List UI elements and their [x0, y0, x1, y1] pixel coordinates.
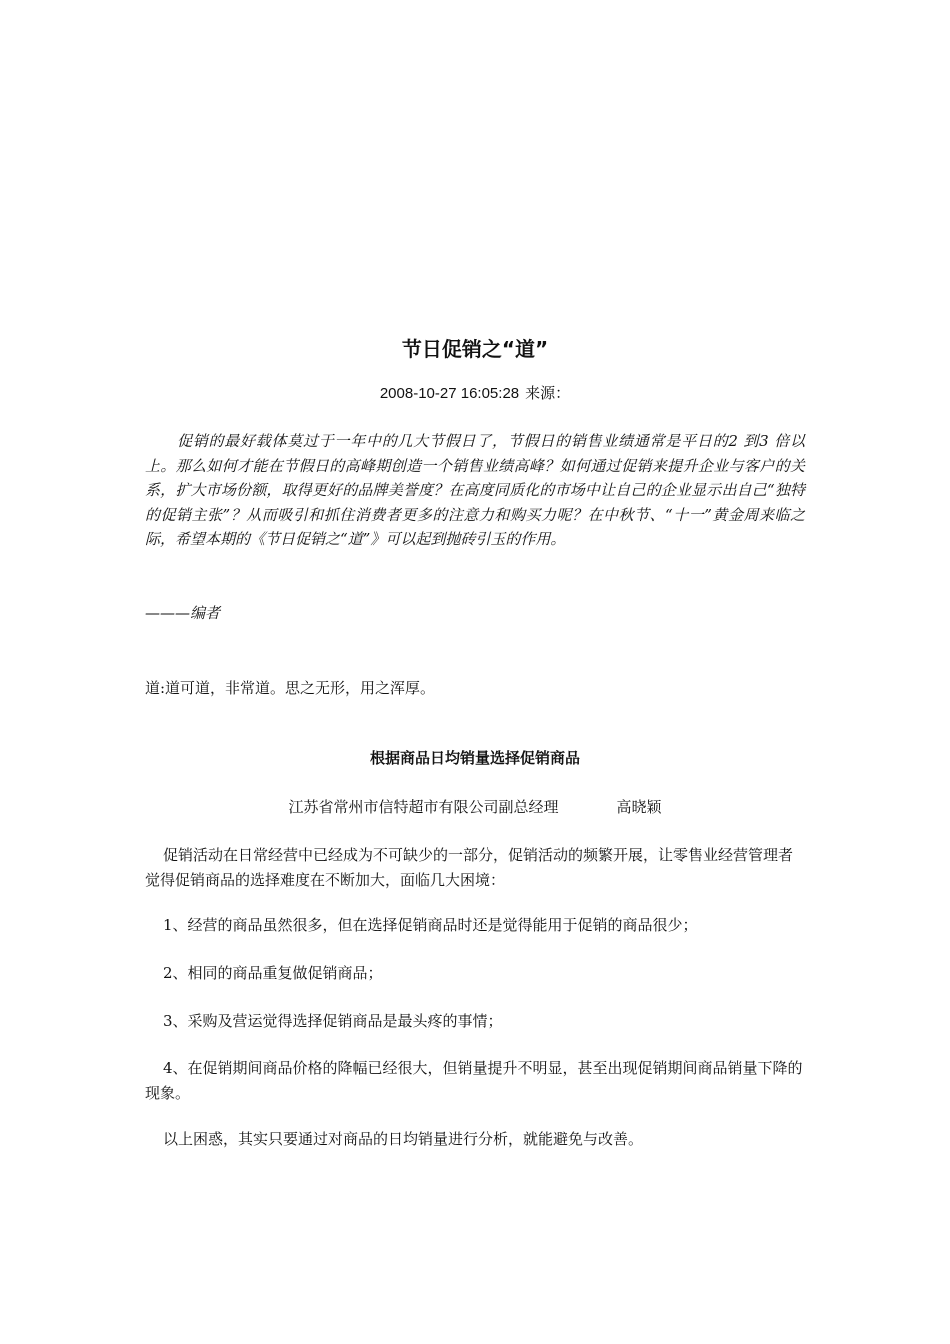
list-item: 4、在促销期间商品价格的降幅已经很大，但销量提升不明显，甚至出现促销期间商品销量下降的现象。	[145, 1059, 803, 1102]
editor-signature: ———编者	[145, 604, 221, 622]
article-title: 节日促销之“道”	[401, 337, 549, 361]
author-name: 高晓颖	[616, 798, 662, 816]
list-item: 3、采购及营运觉得选择促销商品是最头疼的事情；	[163, 1012, 503, 1030]
article-meta	[0, 384, 950, 404]
body-paragraph-conclusion: 以上困惑，其实只要通过对商品的日均销量进行分析，就能避免与改善。	[163, 1130, 644, 1148]
source-label: 来源：	[525, 385, 571, 402]
author-line	[0, 795, 950, 819]
list-item: 2、相同的商品重复做促销商品；	[163, 964, 383, 982]
body-paragraph-intro: 促销活动在日常经营中已经成为不可缺少的一部分，促销活动的频繁开展，让零售业经营管理者觉得促销商品的选择难度在不断加大，面临几大困境：	[145, 846, 794, 889]
editor-intro-paragraph: 促销的最好载体莫过于一年中的几大节假日了，节假日的销售业绩通常是平日的2 到3 倍以上。那么如何才能在节假日的高峰期创造一个销售业绩高峰？如何通过促销来提升企业与客户的关系，扩大市场份额，取得更好的品牌美誉度？在高度同质化的市场中让自己的企业显示出自己“独特的促销主张”？从而吸引和抓住消费者更多的注意力和购买力呢？在中秋节、“十一”黄金周来临之际，希望本期的《节日促销之“道”》可以起到抛砖引玉的作用。	[145, 432, 805, 548]
section-title: 根据商品日均销量选择促销商品	[369, 749, 580, 767]
list-item: 1、经营的商品虽然很多，但在选择促销商品时还是觉得能用于促销的商品很少；	[163, 916, 698, 934]
publish-datetime: 2008-10-27 16:05:28	[379, 385, 520, 402]
author-organization: 江苏省常州市信特超市有限公司副总经理	[288, 798, 559, 816]
motto-line: 道:道可道，非常道。思之无形，用之浑厚。	[145, 679, 436, 697]
